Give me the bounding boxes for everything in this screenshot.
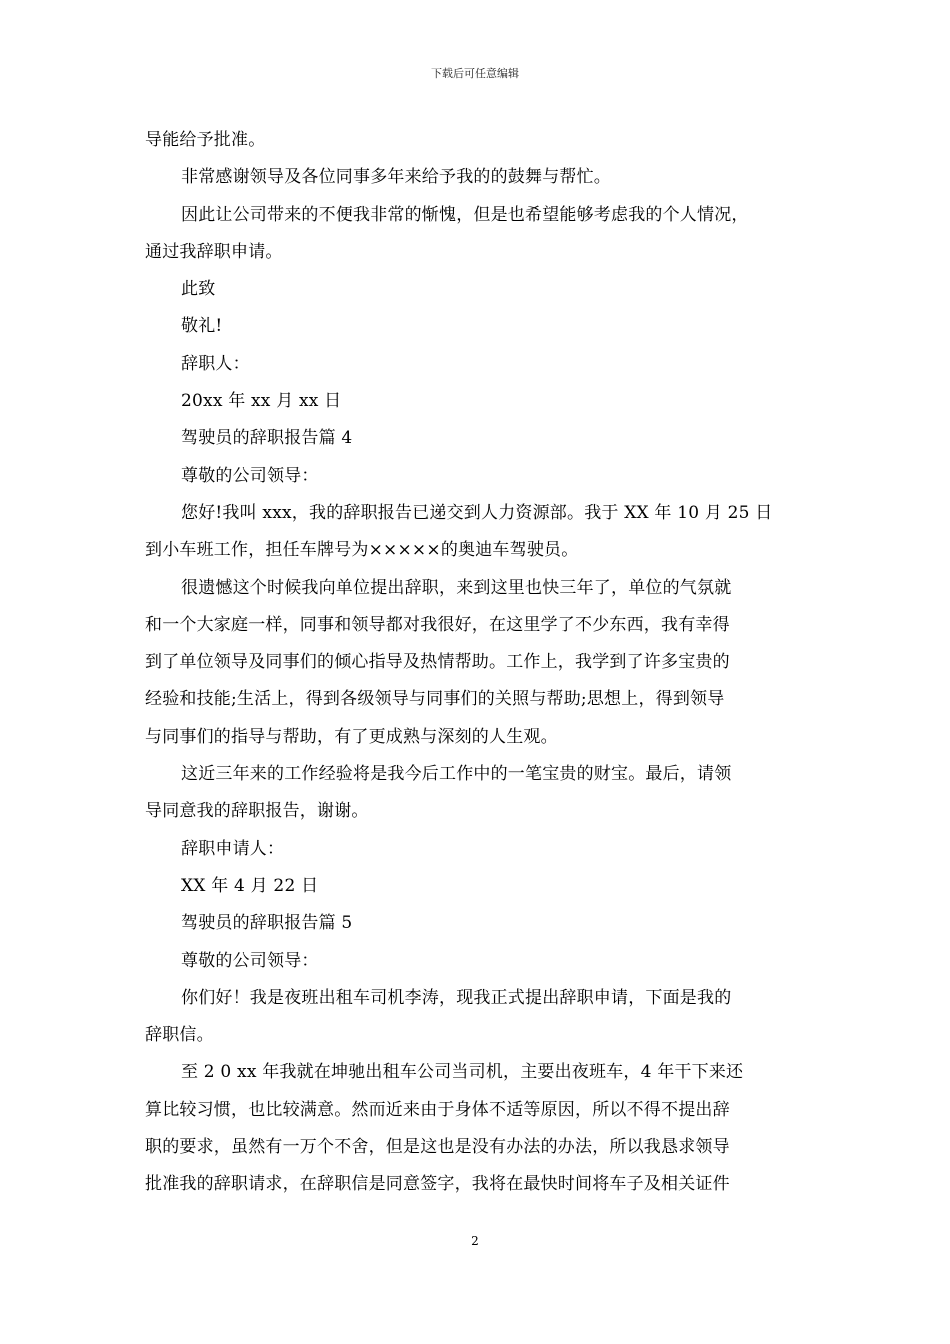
text-line: 您好!我叫 xxx，我的辞职报告已递交到人力资源部。我于 XX 年 10 月 25 日: [181, 502, 773, 523]
text-line: 敬礼!: [181, 316, 223, 337]
text-line: 通过我辞职申请。: [145, 241, 283, 262]
text-line: 职的要求，虽然有一万个不舍，但是这也是没有办法的办法，所以我恳求领导: [145, 1137, 730, 1158]
text-line: 导能给予批准。: [145, 130, 266, 150]
text-line: 驾驶员的辞职报告篇 4: [181, 428, 353, 449]
text-line: 到了单位领导及同事们的倾心指导及热情帮助。工作上，我学到了许多宝贵的: [145, 652, 730, 673]
text-line: 和一个大家庭一样，同事和领导都对我很好，在这里学了不少东西，我有幸得: [145, 614, 730, 635]
text-line: XX 年 4 月 22 日: [181, 875, 319, 896]
text-line: 经验和技能;生活上，得到各级领导与同事们的关照与帮助;思想上，得到领导: [145, 689, 725, 710]
text-line: 与同事们的指导与帮助，有了更成熟与深刻的人生观。: [145, 726, 558, 747]
text-line: 算比较习惯，也比较满意。然而近来由于身体不适等原因，所以不得不提出辞: [145, 1099, 730, 1120]
text-line: 辞职人：: [181, 353, 250, 374]
text-line: 辞职信。: [145, 1025, 214, 1046]
text-line: 你们好！我是夜班出租车司机李涛，现我正式提出辞职申请，下面是我的: [181, 987, 732, 1008]
text-line: 尊敬的公司领导：: [181, 465, 319, 486]
text-line: 尊敬的公司领导：: [181, 950, 319, 971]
text-line: 这近三年来的工作经验将是我今后工作中的一笔宝贵的财宝。最后，请领: [181, 764, 732, 785]
text-line: 因此让公司带来的不便我非常的惭愧，但是也希望能够考虑我的个人情况，: [181, 204, 749, 225]
page-header: 下载后可任意编辑: [431, 67, 519, 80]
text-line: 批准我的辞职请求，在辞职信是同意签字，我将在最快时间将车子及相关证件: [145, 1174, 730, 1195]
text-line: 非常感谢领导及各位同事多年来给予我的的鼓舞与帮忙。: [181, 167, 611, 188]
text-line: 辞职申请人：: [181, 838, 285, 859]
text-line: 到小车班工作，担任车牌号为×××××的奥迪车驾驶员。: [145, 540, 579, 561]
text-line: 至 2 0 xx 年我就在坤驰出租车公司当司机，主要出夜班车，4 年干下来还: [181, 1062, 744, 1083]
text-line: 此致: [181, 279, 216, 300]
text-line: 20xx 年 xx 月 xx 日: [181, 391, 342, 412]
document-body: [145, 122, 813, 1204]
page-number: 2: [471, 1234, 479, 1248]
text-line: 很遗憾这个时候我向单位提出辞职，来到这里也快三年了，单位的气氛就: [181, 577, 732, 598]
text-line: 导同意我的辞职报告，谢谢。: [145, 801, 369, 822]
text-line: 驾驶员的辞职报告篇 5: [181, 913, 353, 934]
